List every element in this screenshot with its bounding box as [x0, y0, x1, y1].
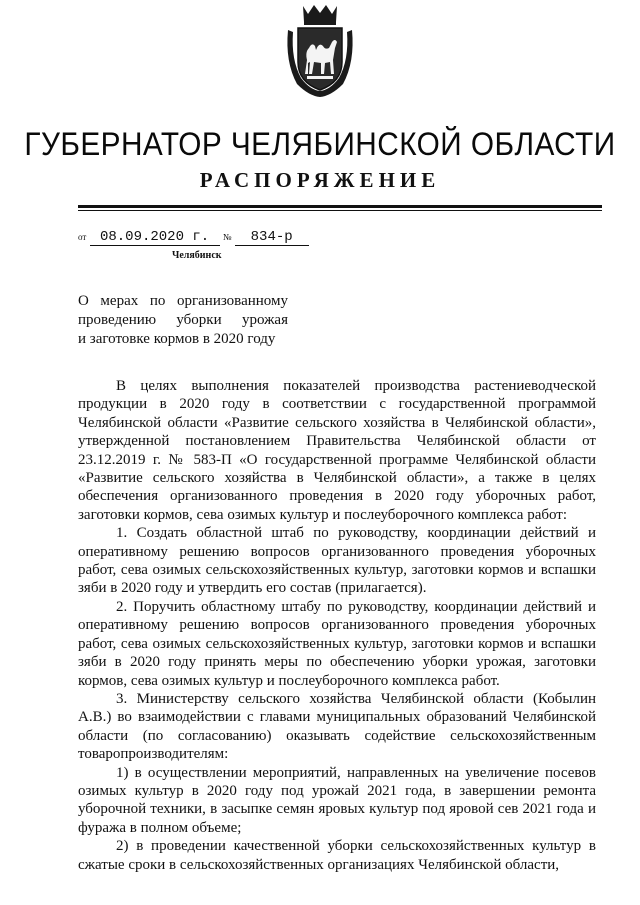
coat-of-arms-icon [285, 2, 355, 98]
body-paragraph: 2) в проведении качественной уборки сельскохозяйственных культур в сжатые сроки в сельскохозяйственных организациях Челябинской области, [78, 838, 596, 873]
number-label: № [222, 232, 232, 242]
subject-line: проведению уборки урожая [78, 312, 288, 328]
body-paragraph: 3. Министерству сельского хозяйства Челябинской области (Кобылин А.В.) во взаимодействии с главами муниципальных образований Челябинской области (по согласованию) оказывать содействие сельскохозяйственным товаропроизводителям: [78, 690, 596, 763]
header-divider-thick [78, 205, 602, 208]
body-paragraph: 2. Поручить областному штабу по руководству, координации действий и оперативному решению вопросов организованного проведения уборочных работ, сева озимых сельскохозяйственных культур, заготовки кормов и вспашки зяби в 2020 году принять меры по обеспечению уборки урожая, заготовки кормов, сева озимых культур и послеуборочного комплекса работ. [78, 598, 596, 689]
registration-line [78, 228, 309, 246]
document-date: 08.09.2020 г. [90, 229, 220, 246]
document-body [78, 377, 596, 874]
subject-line: и заготовке кормов в 2020 году [78, 331, 276, 347]
body-paragraph: В целях выполнения показателей производства растениеводческой продукции в 2020 году в соответствии с государственной программой Челябинской области «Развитие сельского хозяйства в Челябинской области», утвержденной постановлением Правительства Челябинской области от 23.12.2019 г. № 583-П «О государственной программе Челябинской области «Развитие сельского хозяйства в Челябинской области», а также в целях обеспечения организованного проведения в 2020 году уборочных работ, заготовки кормов, сева озимых культур и послеуборочного комплекса работ: [78, 378, 596, 523]
document-type: РАСПОРЯЖЕНИЕ [199, 168, 441, 192]
from-label: от [78, 232, 87, 242]
body-paragraph: 1. Создать областной штаб по руководству, координации действий и оперативному решению вопросов организованного проведения уборочных работ, сева озимых сельскохозяйственных культур, заготовки кормов и вспашки зяби в 2020 году и утвердить его состав (прилагается). [78, 525, 596, 597]
header-divider-thin [78, 210, 602, 211]
body-paragraph: 1) в осуществлении мероприятий, направленных на увеличение посевов озимых культур в 2020 году под урожай 2021 года, в завершении ремонта уборочной техники, в засыпке семян яровых культур под яровой сев 2021 года и фуража в полном объеме; [78, 764, 596, 836]
issuing-authority: ГУБЕРНАТОР ЧЕЛЯБИНСКОЙ ОБЛАСТИ [24, 126, 616, 162]
subject-line: О мерах по организованному [78, 293, 288, 309]
document-subject [78, 292, 288, 349]
issue-city: Челябинск [172, 250, 222, 261]
document-number: 834-р [235, 229, 309, 246]
